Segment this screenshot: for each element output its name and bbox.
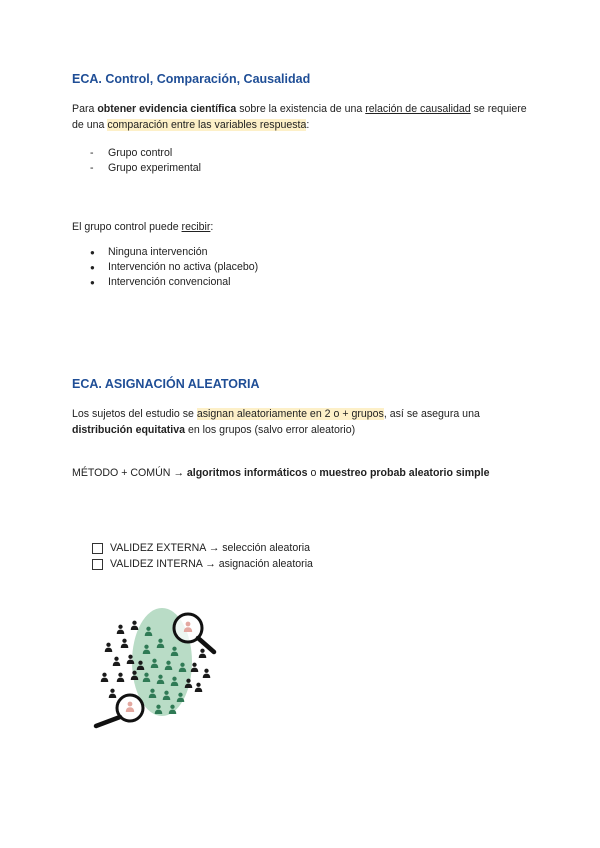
list-item: ● Intervención convencional bbox=[90, 275, 258, 290]
bold-text: distribución equitativa bbox=[72, 423, 186, 436]
checkbox[interactable] bbox=[92, 543, 103, 554]
bold-text: algoritmos informáticos bbox=[186, 467, 308, 479]
section-title-randomization: ECA. ASIGNACIÓN ALEATORIA bbox=[72, 377, 260, 391]
bold-text: obtener evidencia científica bbox=[97, 103, 237, 115]
text: Para bbox=[72, 103, 98, 115]
text: en los grupos (salvo error aleatorio) bbox=[185, 423, 356, 436]
random-sampling-illustration bbox=[90, 600, 235, 730]
checklist-label: VALIDEZ EXTERNA → selección aleatoria bbox=[110, 542, 310, 554]
text: : bbox=[210, 221, 214, 233]
checklist-item bbox=[92, 557, 313, 573]
bold-text: muestreo probab aleatorio simple bbox=[319, 467, 490, 479]
checkbox[interactable] bbox=[92, 559, 103, 570]
interventions-list bbox=[90, 245, 258, 290]
paragraph-control-receive bbox=[72, 220, 532, 236]
list-item: ● Ninguna intervención bbox=[90, 245, 258, 260]
text: MÉTODO + COMÚN → bbox=[72, 467, 187, 479]
checklist-label: VALIDEZ INTERNA → asignación aleatoria bbox=[110, 557, 313, 570]
text: o bbox=[307, 467, 320, 479]
text: , así se asegura una bbox=[383, 408, 480, 420]
magnifier-icon bbox=[96, 695, 143, 726]
highlighted-text: asignan aleatoriamente en 2 o + grupos bbox=[196, 408, 384, 420]
paragraph-method bbox=[72, 466, 552, 482]
text: : bbox=[306, 118, 310, 131]
text: se requiere de una bbox=[72, 103, 527, 131]
text: sobre la existencia de una bbox=[236, 103, 366, 115]
paragraph-causality bbox=[72, 102, 532, 133]
section-title-control: ECA. Control, Comparación, Causalidad bbox=[72, 72, 311, 86]
text: El grupo control puede bbox=[72, 221, 182, 233]
list-item: ● Intervención no activa (placebo) bbox=[90, 260, 258, 275]
underlined-text: relación de causalidad bbox=[365, 103, 471, 115]
validity-checklist bbox=[92, 541, 313, 572]
underlined-text: recibir bbox=[181, 221, 211, 233]
list-item: - Grupo experimental bbox=[90, 161, 201, 176]
highlighted-text: comparación entre las variables respuesta bbox=[107, 118, 307, 131]
checklist-item bbox=[92, 541, 313, 557]
groups-list bbox=[90, 146, 201, 176]
text: Los sujetos del estudio se bbox=[72, 408, 197, 420]
paragraph-randomization bbox=[72, 407, 532, 438]
list-item: - Grupo control bbox=[90, 146, 201, 161]
